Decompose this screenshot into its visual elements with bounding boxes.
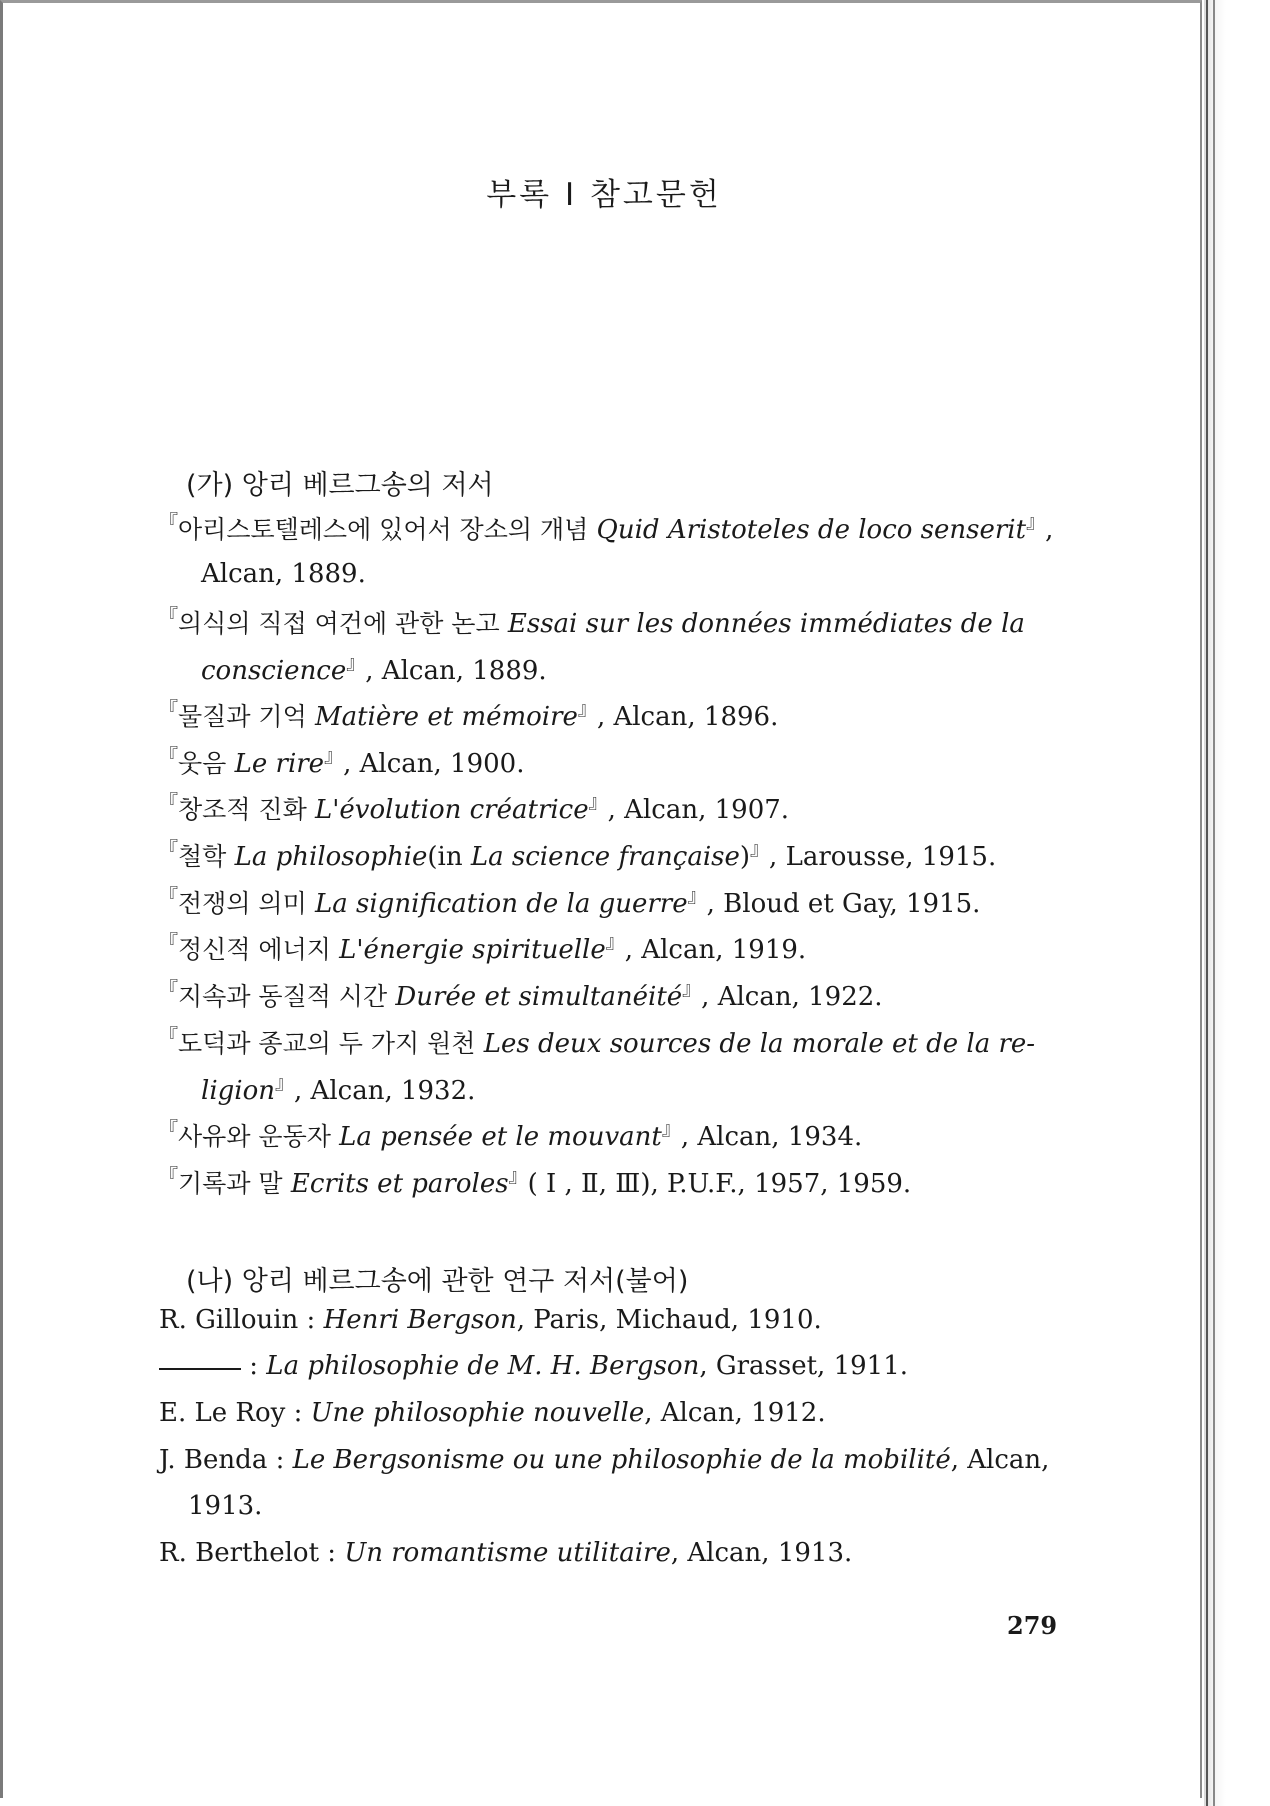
bibliography-entry: 『철학 La philosophie(in La science française)』, Larousse, 1915. xyxy=(159,838,997,872)
bibliography-entry: R. Gillouin : Henri Bergson, Paris, Michaud, 1910. xyxy=(159,1305,822,1335)
bibliography-entry: 『웃음 Le rire』, Alcan, 1900. xyxy=(159,745,525,779)
bibliography-entry: 『지속과 동질적 시간 Durée et simultanéité』, Alcan, 1922. xyxy=(159,978,883,1012)
bibliography-entry: R. Berthelot : Un romantisme utilitaire, Alcan, 1913. xyxy=(159,1538,853,1568)
bibliography-entry: J. Benda : Le Bergsonisme ou une philosophie de la mobilité, Alcan, xyxy=(159,1445,1050,1475)
section-a-heading: (가) 앙리 베르그송의 저서 xyxy=(186,470,494,501)
bibliography-entry: 『전쟁의 의미 La signification de la guerre』, Bloud et Gay, 1915. xyxy=(159,885,981,919)
bibliography-entry: 『사유와 운동자 La pensée et le mouvant』, Alcan, 1934. xyxy=(159,1118,863,1152)
page-edge-line xyxy=(1213,0,1215,1806)
bibliography-entry: 『의식의 직접 여건에 관한 논고 Essai sur les données immédiates de la xyxy=(159,605,1025,639)
bibliography-entry: 『정신적 에너지 L'énergie spirituelle』, Alcan, 1919. xyxy=(159,931,807,965)
page-edge-line xyxy=(1206,0,1208,1806)
bibliography-entry-continuation: 1913. xyxy=(188,1491,263,1521)
page-title: 부록 I 참고문헌 xyxy=(486,177,722,213)
bibliography-entry-continuation: conscience』, Alcan, 1889. xyxy=(201,652,547,686)
section-b-heading: (나) 앙리 베르그송에 관한 연구 저서(불어) xyxy=(186,1266,689,1297)
bibliography-entry: 『창조적 진화 L'évolution créatrice』, Alcan, 1907. xyxy=(159,791,790,825)
page-number: 279 xyxy=(1007,1611,1058,1640)
bibliography-entry: 『아리스토텔레스에 있어서 장소의 개념 Quid Aristoteles de loco senserit』, xyxy=(159,511,1054,545)
ditto-dash xyxy=(159,1368,241,1370)
bibliography-entry: : La philosophie de M. H. Bergson, Grasset, 1911. xyxy=(159,1353,908,1379)
bibliography-entry-continuation: Alcan, 1889. xyxy=(201,559,366,589)
page-edge xyxy=(1204,0,1226,1806)
bibliography-entry: 『도덕과 종교의 두 가지 원천 Les deux sources de la morale et de la re- xyxy=(159,1025,1036,1059)
bibliography-entry: 『물질과 기억 Matière et mémoire』, Alcan, 1896. xyxy=(159,698,779,732)
bibliography-entry: 『기록과 말 Ecrits et paroles』( I , Ⅱ, Ⅲ), P.U.F., 1957, 1959. xyxy=(159,1165,912,1199)
bibliography-entry-continuation: ligion』, Alcan, 1932. xyxy=(201,1072,476,1106)
bibliography-entry: E. Le Roy : Une philosophie nouvelle, Alcan, 1912. xyxy=(159,1398,826,1428)
